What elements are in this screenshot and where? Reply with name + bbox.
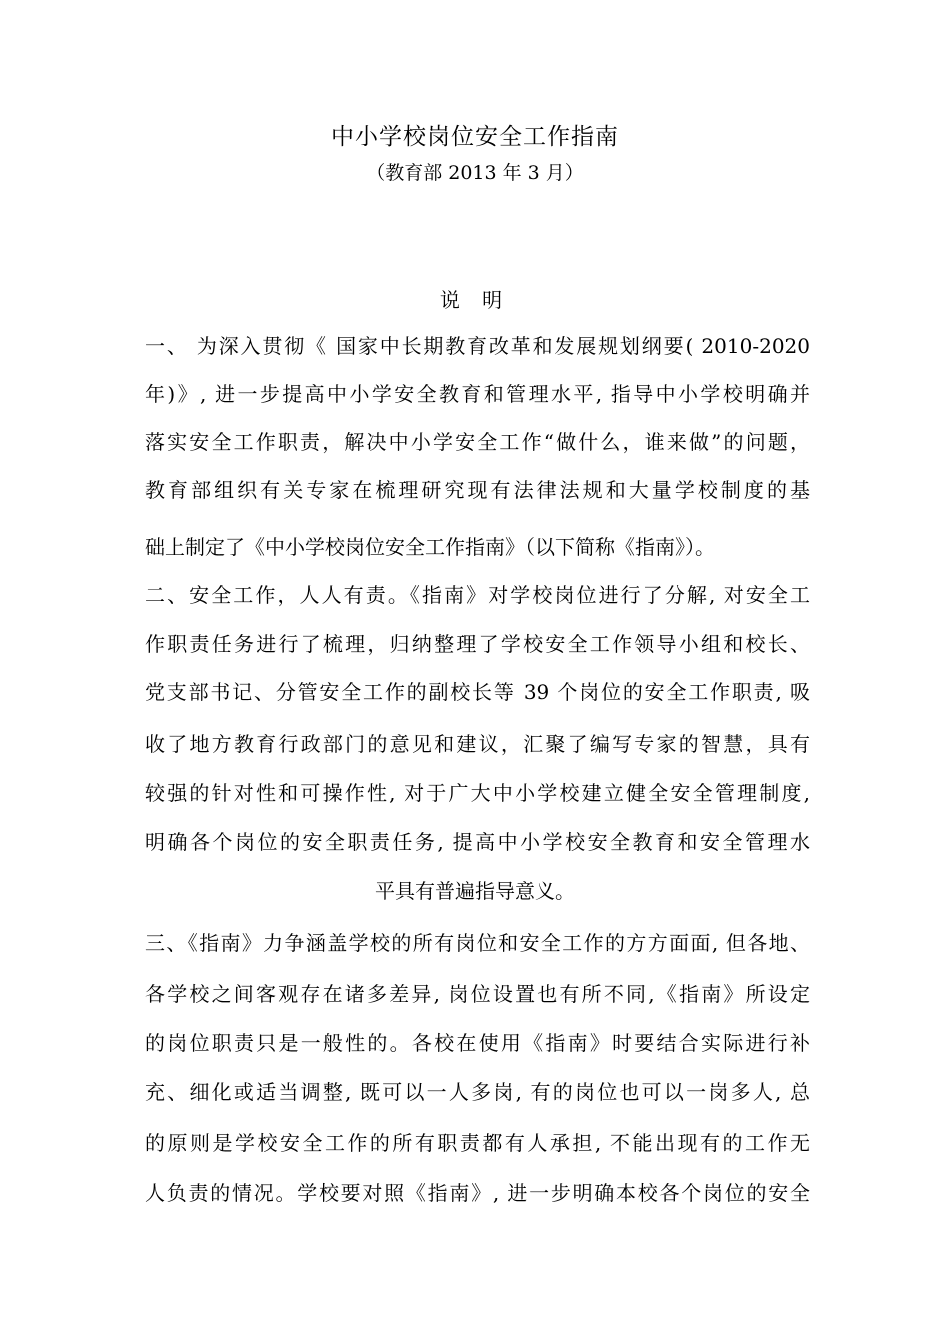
paragraph-line: 落实安全工作职责，解决中小学安全工作“做什么，谁来做”的问题， — [145, 430, 810, 454]
paragraph-line: 年)》, 进一步提高中小学安全教育和管理水平, 指导中小学校明确并 — [145, 382, 810, 406]
paragraph-line: 较强的针对性和可操作性, 对于广大中小学校建立健全安全管理制度, — [145, 781, 810, 805]
paragraph-line: 教育部组织有关专家在梳理研究现有法律法规和大量学校制度的基 — [145, 478, 810, 502]
paragraph-line: 二、安全工作，人人有责。《指南》对学校岗位进行了分解, 对安全工 — [145, 583, 810, 607]
paragraph-line: 人负责的情况。学校要对照《指南》, 进一步明确本校各个岗位的安全 — [145, 1181, 810, 1205]
paragraph-line: 收了地方教育行政部门的意见和建议，汇聚了编写专家的智慧，具有 — [145, 732, 810, 756]
paragraph-line: 一、 为深入贯彻《 国家中长期教育改革和发展规划纲要( 2010-2020 — [145, 334, 810, 358]
paragraph-line: 础上制定了《中小学校岗位安全工作指南》（以下简称《指南》）。 — [145, 535, 715, 559]
paragraph-line: 作职责任务进行了梳理，归纳整理了学校安全工作领导小组和校长、 — [145, 632, 810, 656]
section-heading: 说 明 — [439, 288, 511, 312]
paragraph-line: 各学校之间客观存在诸多差异, 岗位设置也有所不同,《指南》所设定 — [145, 982, 810, 1006]
document-title: 中小学校岗位安全工作指南 — [331, 124, 619, 150]
paragraph-line: 的岗位职责只是一般性的。各校在使用《指南》时要结合实际进行补 — [145, 1031, 810, 1055]
document-subtitle: （教育部 2013 年 3 月） — [366, 162, 584, 184]
paragraph-line: 的原则是学校安全工作的所有职责都有人承担, 不能出现有的工作无 — [145, 1131, 810, 1155]
paragraph-line: 明确各个岗位的安全职责任务, 提高中小学校安全教育和安全管理水 — [145, 830, 810, 854]
paragraph-line: 三、《指南》力争涵盖学校的所有岗位和安全工作的方方面面, 但各地、 — [145, 931, 810, 955]
paragraph-line: 平具有普遍指导意义。 — [375, 879, 575, 903]
paragraph-line: 党支部书记、分管安全工作的副校长等 39 个岗位的安全工作职责, 吸 — [145, 680, 810, 704]
paragraph-line: 充、细化或适当调整, 既可以一人多岗, 有的岗位也可以一岗多人, 总 — [145, 1080, 810, 1104]
